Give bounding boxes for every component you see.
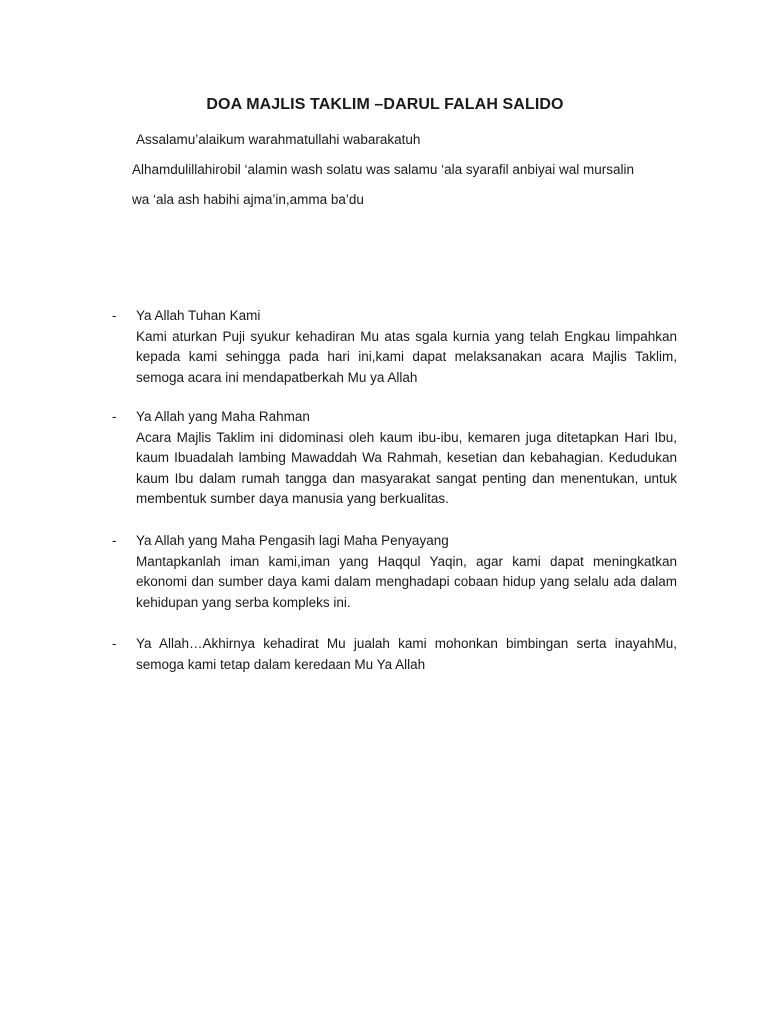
document-title: DOA MAJLIS TAKLIM –DARUL FALAH SALIDO	[206, 96, 564, 113]
prayer-item-1	[112, 306, 677, 388]
prayer-content	[136, 531, 677, 613]
bullet-dash: -	[112, 409, 117, 424]
prayer-body: Kami aturkan Puji syukur kehadiran Mu atas sgala kurnia yang telah Engkau limpahkan kepada kami sehingga pada hari ini,kami dapat melaksanakan acara Majlis Taklim, semoga acara ini mendapatberkah Mu ya Allah	[136, 328, 677, 385]
bullet-dash: -	[112, 636, 117, 651]
prayer-item-3	[112, 531, 677, 613]
bullet-dash: -	[112, 533, 117, 548]
greeting-hamdalah: Alhamdulillahirobil ‘alamin wash solatu was salamu ‘ala syarafil anbiyai wal mursalin	[132, 162, 634, 177]
prayer-body: Acara Majlis Taklim ini didominasi oleh kaum ibu-ibu, kemaren juga ditetapkan Hari Ibu, kaum Ibuadalah lambing Mawaddah Wa Rahmah, kesetian dan kebahagian. Kedudukan kaum Ibu dalam rumah tangga dan masyarakat sangat penting dan menentukan, untuk membentuk sumber daya manusia yang berkualitas.	[136, 429, 677, 506]
prayer-content	[136, 407, 677, 510]
greeting-amma-badu: wa ‘ala ash habihi ajma’in,amma ba’du	[132, 192, 364, 207]
greeting-salam: Assalamu’alaikum warahmatullahi wabarakatuh	[136, 132, 421, 147]
prayer-heading: Ya Allah Tuhan Kami	[136, 308, 261, 323]
prayer-content	[136, 634, 677, 675]
prayer-body: Mantapkanlah iman kami,iman yang Haqqul Yaqin, agar kami dapat meningkatkan ekonomi dan sumber daya kami dalam menghadapi cobaan hidup yang selalu ada dalam kehidupan yang serba kompleks ini.	[136, 553, 677, 610]
prayer-item-2	[112, 407, 677, 510]
prayer-heading: Ya Allah yang Maha Rahman	[136, 409, 310, 424]
prayer-heading: Ya Allah yang Maha Pengasih lagi Maha Penyayang	[136, 533, 449, 548]
prayer-item-4	[112, 634, 677, 675]
prayer-body: Ya Allah…Akhirnya kehadirat Mu jualah kami mohonkan bimbingan serta inayahMu, semoga kami tetap dalam keredaan Mu Ya Allah	[136, 636, 677, 672]
prayer-content	[136, 306, 677, 388]
bullet-dash: -	[112, 308, 117, 323]
